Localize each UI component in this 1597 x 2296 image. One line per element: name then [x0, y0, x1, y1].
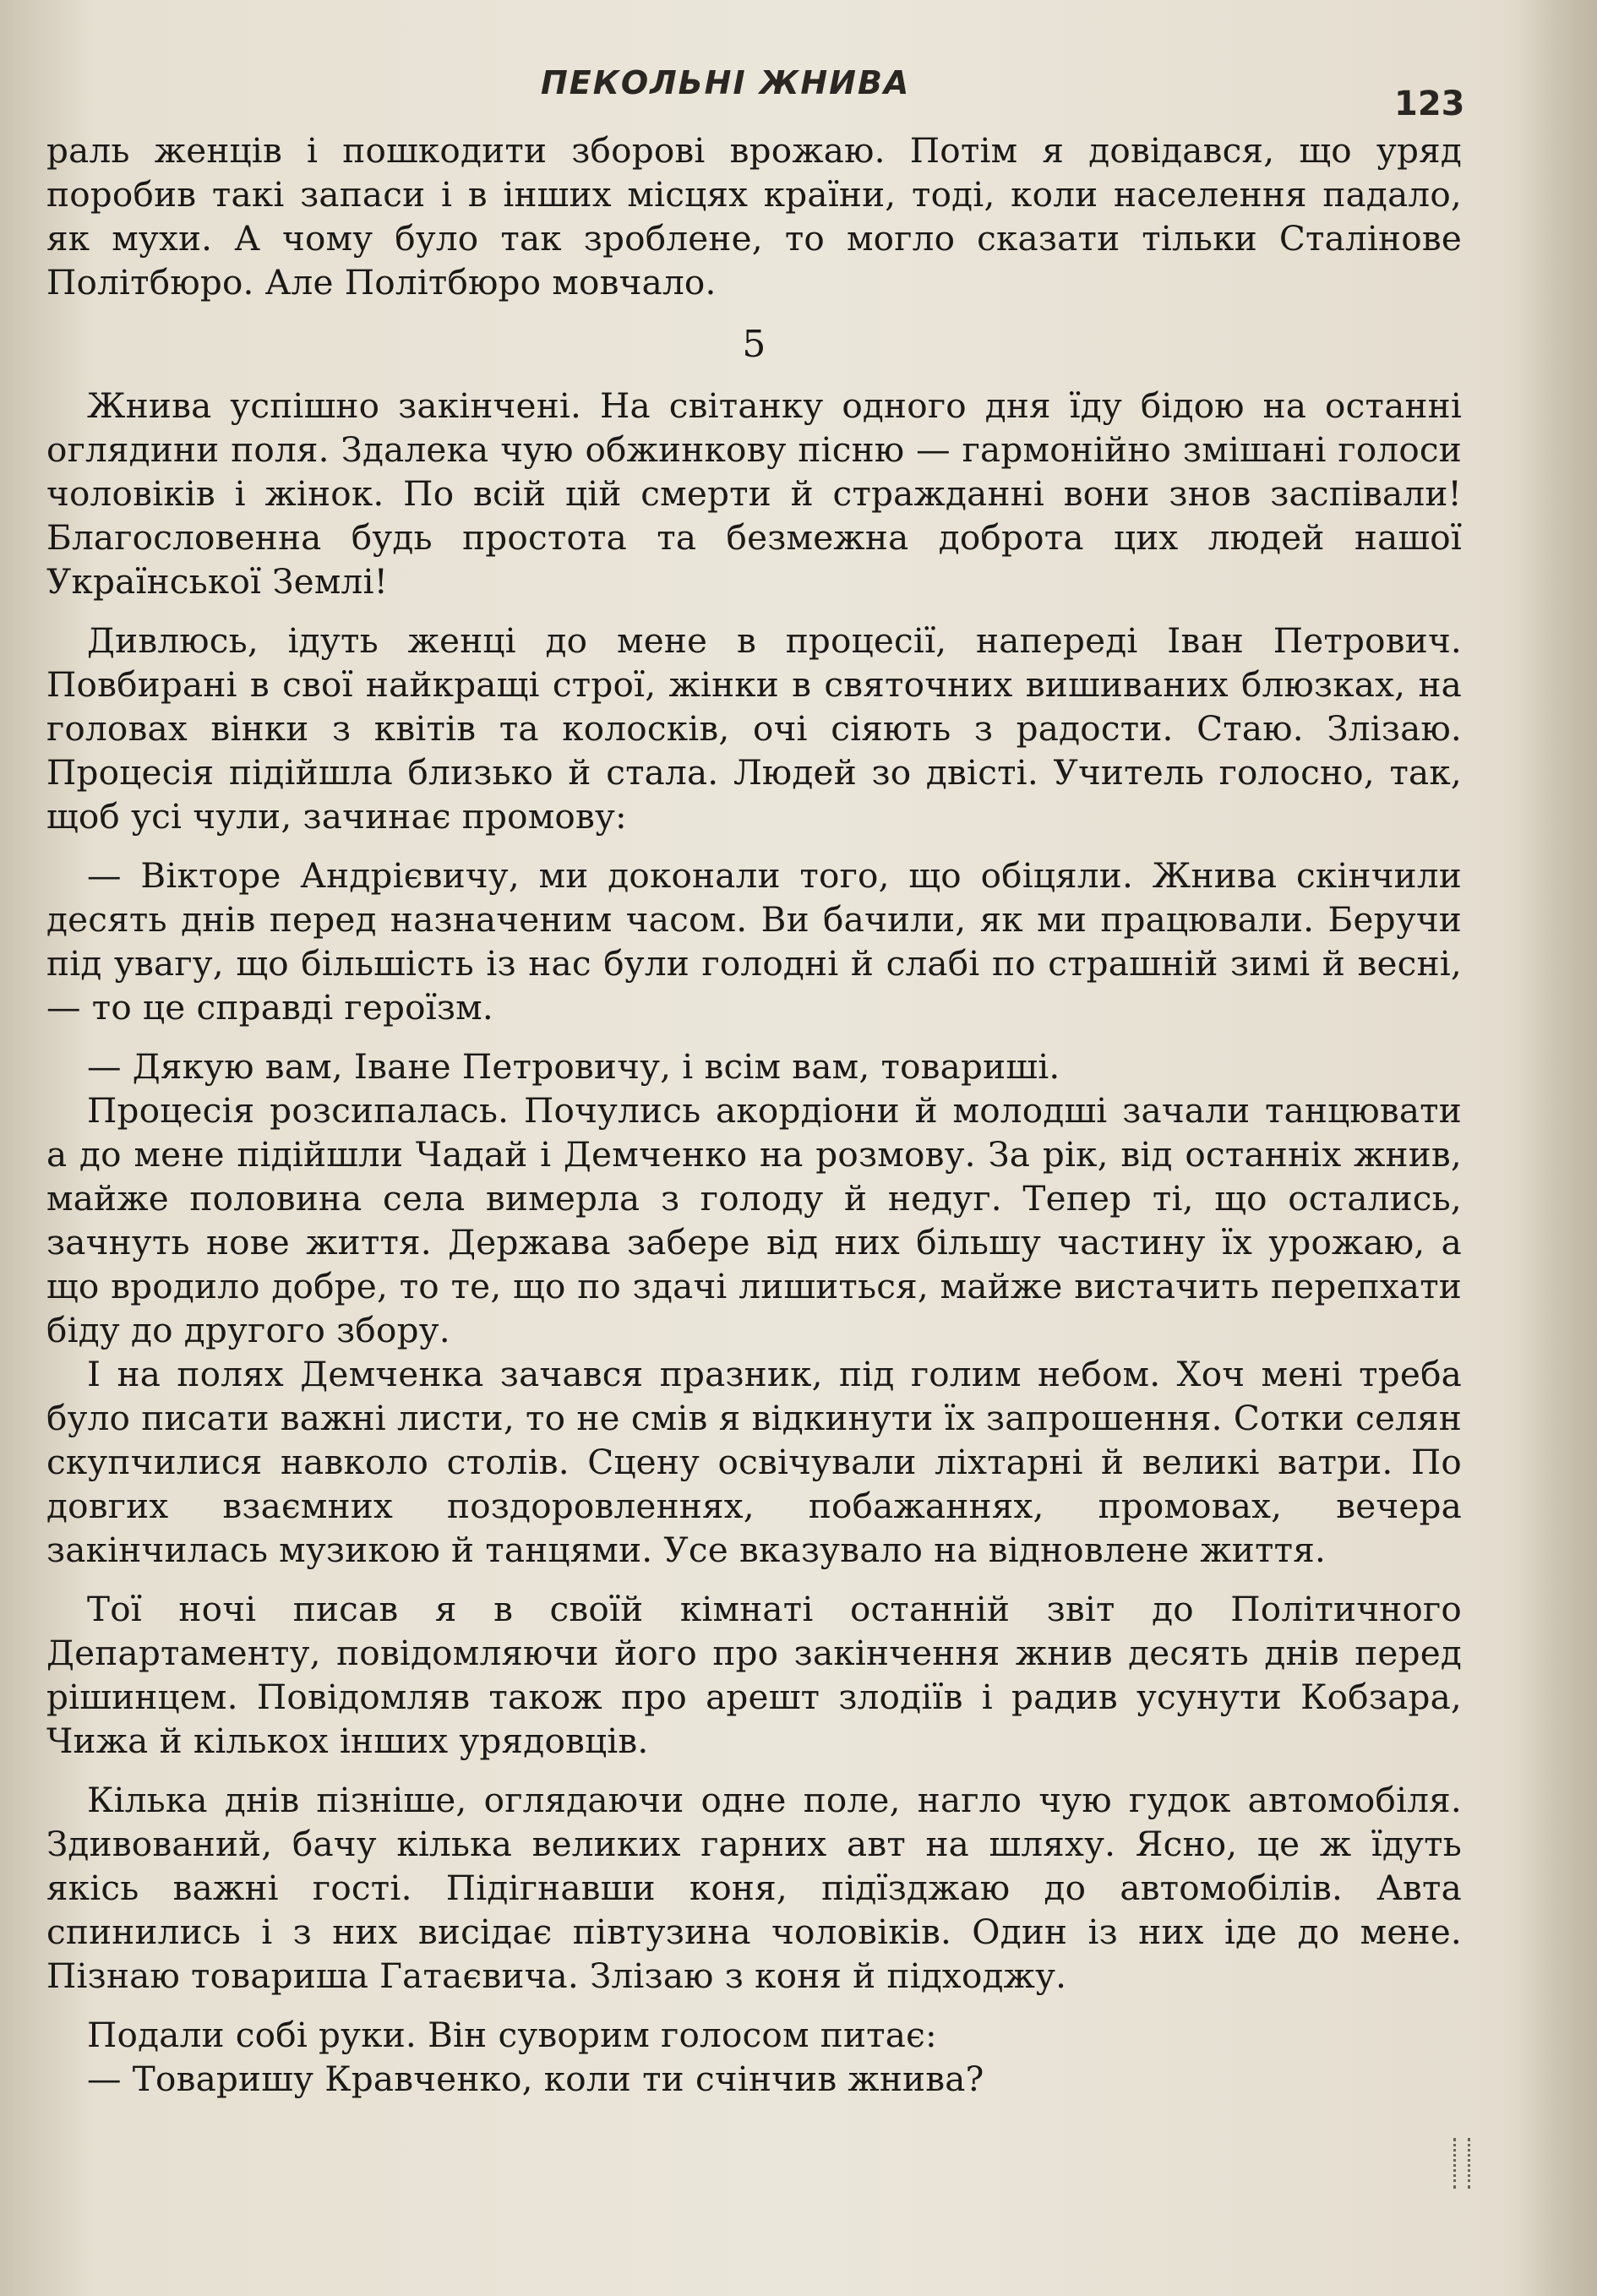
paragraph: Тої ночі писав я в своїй кімнаті останній звіт до Політичного Департаменту, повідомляючи його про закінчення жнив десять днів перед рішинцем. Повідомляв також про арешт злодіїв і радив усунути Кобзара, Чижа й кількох інших урядовців. [46, 1589, 1462, 1761]
section-number: 5 [742, 323, 766, 366]
paragraph: — Вікторе Андрієвичу, ми доконали того, що обіцяли. Жнива скінчили десять днів перед назначеним часом. Ви бачили, як ми працювали. Беручи під увагу, що більшість із нас були голодні й слабі по страшній зимі й весні, — то це справді героїзм. [46, 855, 1462, 1028]
paragraph: Подали собі руки. Він суворим голосом питає: [87, 2015, 937, 2055]
paragraph: І на полях Демченка зачався празник, під голим небом. Хоч мені треба було писати важні листи, то не смів я відкинути їх запрошення. Сотки селян скупчилися навколо столів. Сцену освічували ліхтарні й великі ватри. По довгих взаємних поздоровленнях, побажаннях, промовах, вечера закінчилась музикою й танцями. Усе вказувало на відновлене життя. [46, 1354, 1462, 1570]
page-number: 123 [1394, 85, 1465, 123]
page-header [0, 52, 1597, 123]
paragraph: Жнива успішно закінчені. На світанку одного дня їду бідою на останні оглядини поля. Здалека чую обжинкову пісню — гармонійно змішані голоси чоловіків і жінок. По всій цій смерти й стражданні вони знов заспівали! Благословенна будь простота та безмежна доброта цих людей нашої Української Землі! [46, 385, 1462, 602]
paragraph: раль женців і пошкодити зборові врожаю. Потім я довідався, що уряд поробив такі запаси і в інших місцях країни, тоді, коли населення падало, як мухи. А чому було так зроблене, то могло сказати тільки Сталінове Політбюро. Але Політбюро мовчало. [46, 130, 1462, 303]
paragraph: — Дякую вам, Іване Петровичу, і всім вам, товариші. [87, 1046, 1060, 1087]
paragraph: — Товаришу Кравченко, коли ти счінчив жнива? [87, 2059, 984, 2099]
body-text [46, 128, 1462, 2101]
page-edge-shadow [1521, 0, 1597, 2296]
margin-dots [1453, 2138, 1470, 2189]
paragraph: Кілька днів пізніше, оглядаючи одне поле, нагло чую гудок автомобіля. Здивований, бачу кілька великих гарних авт на шляху. Ясно, це ж їдуть якісь важні гості. Підігнавши коня, підїзджаю до автомобілів. Авта спинились і з них висідає півтузина чоловіків. Один із них іде до мене. Пізнаю товариша Гатаєвича. Злізаю з коня й підходжу. [46, 1780, 1462, 1996]
paragraph: Дивлюсь, ідуть женці до мене в процесії, напереді Іван Петрович. Повбирані в свої найкращі строї, жінки в святочних вишиваних блюзках, на головах вінки з квітів та колосків, очі сіяють з радости. Стаю. Злізаю. Процесія підійшла близько й стала. Людей зо двісті. Учитель голосно, так, щоб усі чули, зачинає промову: [46, 620, 1462, 837]
paragraph: Процесія розсипалась. Почулись акордіони й молодші зачали танцювати а до мене підійшли Чадай і Демченко на розмову. За рік, від останніх жнив, майже половина села вимерла з голоду й недуг. Тепер ті, що остались, зачнуть нове життя. Держава забере від них більшу частину їх урожаю, а що вродило добре, то те, що по здачі лишиться, майже вистачить перепхати біду до другого збору. [46, 1090, 1462, 1350]
running-head: ПЕКОЛЬНІ ЖНИВА [541, 64, 911, 101]
